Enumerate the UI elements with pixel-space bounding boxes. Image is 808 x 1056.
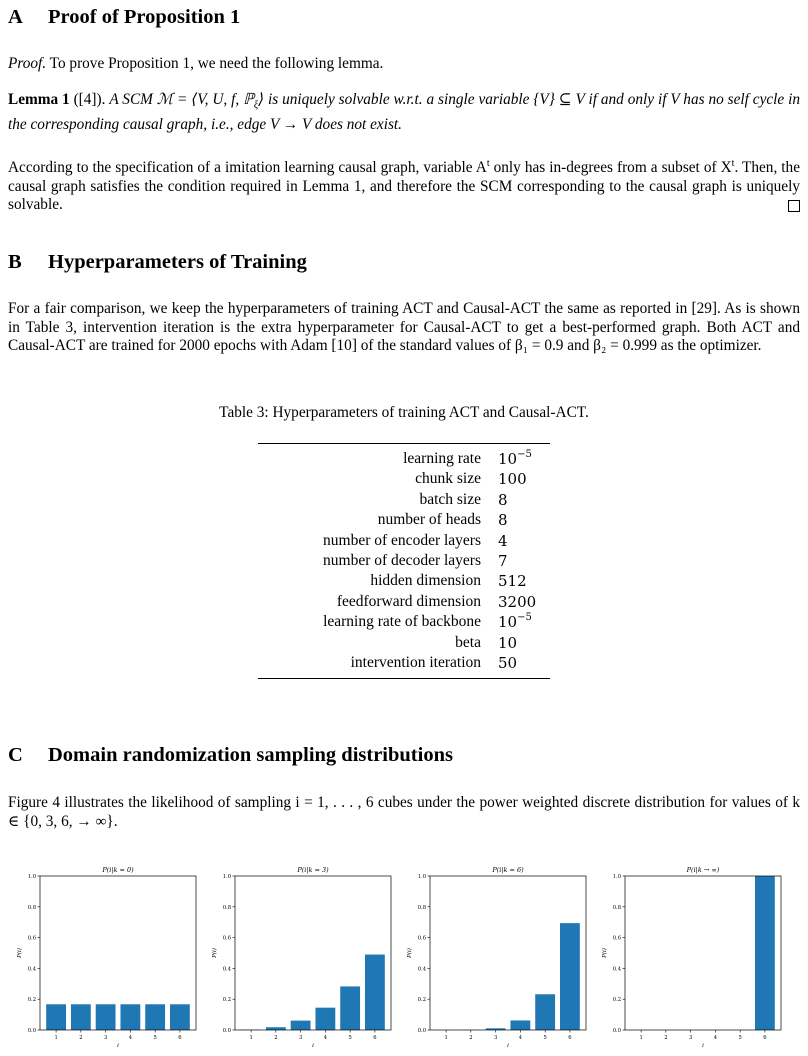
bar	[120, 1004, 140, 1030]
x-tick-label: 4	[713, 1035, 718, 1041]
param-value-base: 100	[498, 470, 527, 489]
table-row	[258, 633, 550, 653]
chart-title: P(i|k = 3)	[297, 866, 329, 874]
table-caption: Table 3: Hyperparameters of training ACT and Causal-ACT.	[219, 404, 589, 421]
qed-square-icon	[788, 200, 800, 212]
table-row	[258, 592, 550, 612]
lemma-1: Lemma 1 ([4]). A SCM ℳ = ⟨V, U, f, ℙ$_\xi$⟩ is uniquely solvable w.r.t. a single variable {V} ⊆ V if and only if V has no self cycle in the corresponding causal graph, i.e., edge V → V does not exist.	[8, 91, 800, 133]
y-tick-label: 0.6	[612, 935, 621, 942]
param-name: feedforward dimension	[336, 592, 481, 610]
y-axis-label: P(i)	[407, 948, 413, 958]
x-tick-label: 1	[54, 1035, 58, 1041]
x-axis-label: i	[507, 1043, 509, 1049]
x-tick-label: 5	[543, 1035, 547, 1041]
proof-intro: Proof. To prove Proposition 1, we need the following lemma.	[8, 55, 384, 72]
param-name: hidden dimension	[370, 572, 481, 590]
x-tick-label: 5	[348, 1035, 352, 1041]
param-value-base: 10	[498, 613, 518, 632]
section-b-heading: B Hyperparameters of Training	[8, 251, 307, 273]
param-value-base: 8	[498, 490, 508, 509]
param-value	[481, 571, 527, 591]
y-tick-label: 0.6	[27, 935, 36, 942]
bar	[266, 1027, 286, 1030]
section-a-heading: A Proof of Proposition 1	[8, 6, 241, 28]
param-value-base: 4	[498, 531, 508, 550]
table-row	[258, 653, 550, 673]
y-tick-label: 0.4	[27, 966, 36, 973]
x-tick-label: 3	[688, 1035, 693, 1041]
y-tick-label: 0.8	[417, 904, 426, 911]
table-row	[258, 551, 550, 571]
param-value-base: 3200	[498, 592, 537, 611]
x-tick-label: 6	[178, 1035, 182, 1041]
param-value-base: 8	[498, 511, 508, 530]
param-value-base: 50	[498, 653, 518, 672]
bar	[71, 1004, 91, 1030]
y-tick-label: 0.4	[417, 966, 426, 973]
bar-chart	[593, 860, 783, 1056]
bar	[560, 923, 580, 1030]
y-tick-label: 0.8	[222, 904, 231, 911]
x-tick-label: 2	[274, 1035, 278, 1041]
x-tick-label: 4	[323, 1035, 328, 1041]
param-value-base: 512	[498, 572, 527, 591]
param-value-base: 10	[498, 450, 518, 468]
bar	[291, 1021, 311, 1030]
y-tick-label: 0.8	[612, 904, 621, 911]
y-tick-label: 0.4	[612, 966, 621, 973]
table-row	[258, 510, 550, 530]
y-tick-label: 0.6	[417, 935, 426, 942]
x-tick-label: 4	[518, 1035, 523, 1041]
y-tick-label: 0.0	[612, 1028, 621, 1034]
param-value-exponent: −5	[517, 449, 532, 460]
x-tick-label: 3	[298, 1035, 303, 1041]
param-name: intervention iteration	[350, 653, 481, 671]
y-tick-label: 0.2	[612, 997, 621, 1004]
x-tick-label: 6	[763, 1035, 767, 1041]
x-tick-label: 2	[664, 1035, 668, 1041]
x-axis-label: i	[312, 1043, 314, 1049]
bar	[315, 1008, 335, 1030]
param-name: beta	[455, 633, 481, 651]
param-value	[481, 490, 508, 510]
x-tick-label: 1	[639, 1035, 643, 1041]
y-tick-label: 1.0	[222, 874, 231, 880]
param-value-base: 10	[498, 633, 518, 652]
x-tick-label: 1	[444, 1035, 448, 1041]
x-tick-label: 4	[128, 1035, 133, 1041]
x-axis-label: i	[702, 1043, 704, 1049]
section-c-heading: C Domain randomization sampling distributions	[8, 744, 453, 766]
y-tick-label: 1.0	[27, 874, 36, 880]
param-value	[481, 633, 517, 653]
param-value	[481, 653, 517, 673]
y-tick-label: 0.6	[222, 935, 231, 942]
bar	[96, 1004, 116, 1030]
bar	[510, 1020, 530, 1030]
y-tick-label: 1.0	[417, 874, 426, 880]
table-row	[258, 490, 550, 510]
hyperparameters-paragraph: For a fair comparison, we keep the hyperparameters of training ACT and Causal-ACT the same as reported in [29]. As is shown in Table 3, intervention iteration is the extra hyperparameter for Causal-ACT to get a best-performed graph. Both ACT and Causal-ACT are trained for 2000 epochs with Adam [10] of the standard values of β₁ = 0.9 and β₂ = 0.999 as the optimizer.	[8, 300, 800, 354]
x-tick-label: 6	[373, 1035, 377, 1041]
param-name: learning rate of backbone	[323, 613, 481, 631]
x-tick-label: 1	[249, 1035, 253, 1041]
bar-chart	[203, 860, 393, 1056]
y-axis-label: P(i)	[212, 948, 218, 958]
table-row	[258, 469, 550, 489]
proof-paragraph: According to the specification of a imitation learning causal graph, variable $A^t$ only has in-degrees from a subset of $X^t$. Then, the causal graph satisfies the condition required in Lemma 1, and therefore the SCM corresponding to the causal graph is uniquely solvable.	[8, 158, 800, 214]
hyperparameter-table	[258, 443, 550, 679]
y-tick-label: 0.8	[27, 904, 36, 911]
y-tick-label: 0.2	[417, 997, 426, 1004]
y-tick-label: 0.4	[222, 966, 231, 973]
table-row	[258, 449, 550, 469]
chart-title: P(i|k = 0)	[102, 866, 134, 874]
x-tick-label: 6	[568, 1035, 572, 1041]
figure-4	[8, 860, 800, 1056]
bar	[340, 986, 360, 1030]
x-tick-label: 3	[103, 1035, 108, 1041]
y-axis-label: P(i)	[602, 948, 608, 958]
param-value-exponent: −5	[517, 612, 532, 624]
x-tick-label: 3	[493, 1035, 498, 1041]
y-tick-label: 0.0	[27, 1028, 36, 1034]
param-name: number of decoder layers	[323, 551, 481, 569]
y-tick-label: 0.2	[27, 997, 36, 1004]
y-tick-label: 1.0	[612, 874, 621, 880]
x-tick-label: 5	[738, 1035, 742, 1041]
bar	[755, 876, 775, 1030]
table-row	[258, 531, 550, 551]
param-value	[481, 510, 508, 530]
param-value	[481, 592, 536, 612]
param-name: learning rate	[403, 450, 481, 467]
param-value-base: 7	[498, 551, 508, 570]
bar	[365, 955, 385, 1030]
param-value	[481, 612, 532, 632]
x-axis-label: i	[117, 1043, 119, 1049]
chart-title: P(i|k = 6)	[492, 866, 524, 874]
table-row	[258, 612, 550, 632]
bar	[145, 1004, 165, 1030]
x-tick-label: 2	[79, 1035, 83, 1041]
table-row	[258, 571, 550, 591]
param-value	[481, 531, 508, 551]
x-tick-label: 5	[153, 1035, 157, 1041]
param-name: chunk size	[415, 470, 481, 488]
y-tick-label: 0.0	[222, 1028, 231, 1034]
x-tick-label: 2	[469, 1035, 473, 1041]
domain-paragraph: Figure 4 illustrates the likelihood of sampling i = 1, . . . , 6 cubes under the power weighted discrete distribution for values of k ∈ {0, 3, 6, → ∞}.	[8, 794, 800, 830]
y-tick-label: 0.2	[222, 997, 231, 1004]
param-value	[481, 469, 527, 489]
bar	[535, 994, 555, 1030]
bar	[46, 1004, 66, 1030]
param-name: number of encoder layers	[323, 531, 481, 549]
param-name: number of heads	[377, 511, 481, 529]
param-value	[481, 449, 532, 469]
bar-chart	[8, 860, 198, 1056]
bar	[170, 1004, 190, 1030]
y-axis-label: P(i)	[17, 948, 23, 958]
param-value	[481, 551, 508, 571]
bar-chart	[398, 860, 588, 1056]
param-name: batch size	[419, 490, 481, 508]
chart-title: P(i|k → ∞)	[686, 866, 720, 874]
y-tick-label: 0.0	[417, 1028, 426, 1034]
